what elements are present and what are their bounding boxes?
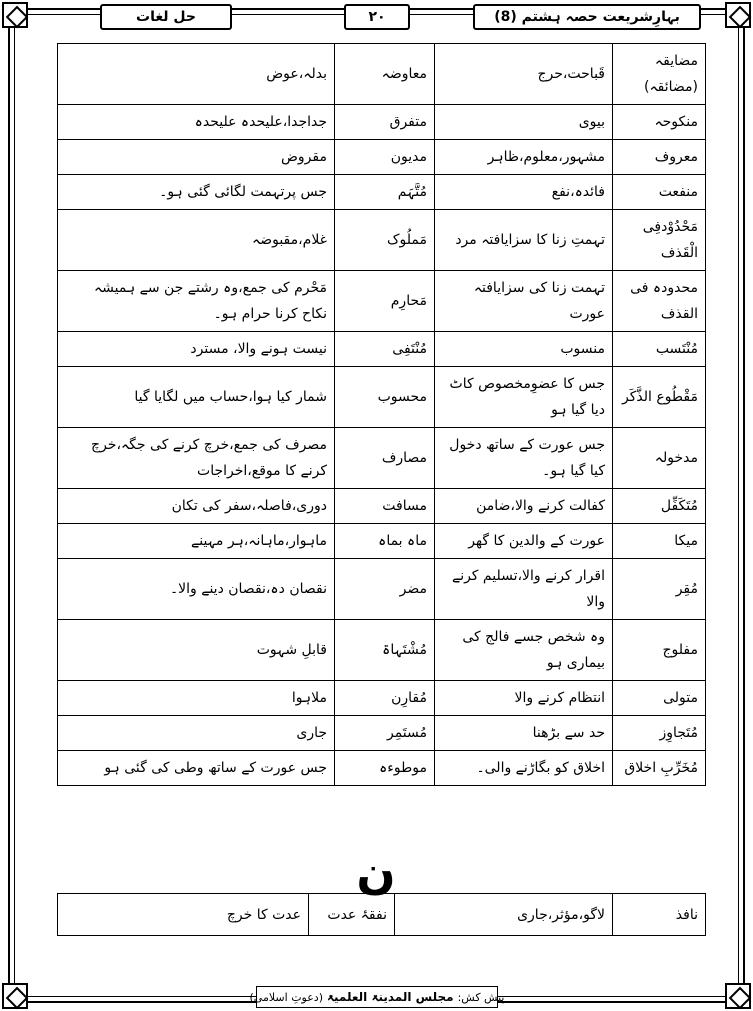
glossary-table-noon [57, 893, 706, 936]
glossary-word: مضایقہ (مضائقہ) [613, 44, 706, 105]
glossary-meaning: جداجدا،علیحدہ علیحدہ [58, 105, 335, 140]
footer-presented-by: پیش کش: [457, 990, 505, 1004]
glossary-word: مفلوج [613, 620, 706, 681]
table-row [58, 620, 706, 681]
footer-publisher: مجلس المدینۃ العلمیۃ [327, 990, 454, 1004]
glossary-meaning: جس پرتہمت لگائی گئی ہو۔ [58, 175, 335, 210]
glossary-meaning: نقصان دہ،نقصان دینے والا۔ [58, 559, 335, 620]
glossary-word: مسافت [335, 489, 435, 524]
glossary-meaning: بدلہ،عوض [58, 44, 335, 105]
glossary-word: مَملُوک [335, 210, 435, 271]
table-row [58, 140, 706, 175]
glossary-word: متولی [613, 681, 706, 716]
glossary-meaning: قَباحت،حرج [435, 44, 613, 105]
glossary-word: محسوب [335, 367, 435, 428]
table-row [58, 105, 706, 140]
glossary-word: مَقْطُوع الذَّکَر [613, 367, 706, 428]
glossary-word: مُتَجاوِز [613, 716, 706, 751]
glossary-word: مُقِر [613, 559, 706, 620]
table-row [58, 332, 706, 367]
glossary-meaning: فائدہ،نفع [435, 175, 613, 210]
corner-ornament-icon [725, 983, 751, 1009]
glossary-word: مدیون [335, 140, 435, 175]
glossary-word: مُنْتَفِی [335, 332, 435, 367]
corner-ornament-icon [2, 983, 28, 1009]
table-row [58, 751, 706, 786]
table-row [58, 681, 706, 716]
glossary-meaning: مقروض [58, 140, 335, 175]
table-row [58, 716, 706, 751]
glossary-table [57, 43, 706, 786]
glossary-meaning: کفالت کرنے والا،ضامن [435, 489, 613, 524]
table-row [58, 894, 706, 936]
glossary-word: ماہ بماہ [335, 524, 435, 559]
glossary-meaning: تہمتِ زنا کا سزایافتہ مرد [435, 210, 613, 271]
table-row [58, 428, 706, 489]
glossary-word: متفرق [335, 105, 435, 140]
glossary-meaning: لاگو،مؤثر،جاری [395, 894, 613, 936]
table-row [58, 489, 706, 524]
glossary-word: مَحارِم [335, 271, 435, 332]
glossary-word: معاوضہ [335, 44, 435, 105]
table-row [58, 175, 706, 210]
page-footer [249, 986, 505, 1008]
glossary-meaning: جس عورت کے ساتھ وطی کی گئی ہو [58, 751, 335, 786]
glossary-meaning: اخلاق کو بگاڑنے والی۔ [435, 751, 613, 786]
glossary-word: موطوءہ [335, 751, 435, 786]
glossary-word: مُخَرِّبِ اخلاق [613, 751, 706, 786]
glossary-meaning: حد سے بڑھنا [435, 716, 613, 751]
section-letter: ن [356, 845, 396, 899]
glossary-meaning: شمار کیا ہوا،حساب میں لگایا گیا [58, 367, 335, 428]
glossary-meaning: انتظام کرنے والا [435, 681, 613, 716]
glossary-word: نفقۂ عدت [309, 894, 395, 936]
glossary-word: مضر [335, 559, 435, 620]
page-header [0, 4, 753, 30]
glossary-word: منکوحہ [613, 105, 706, 140]
table-row [58, 44, 706, 105]
glossary-meaning: جاری [58, 716, 335, 751]
table-row [58, 271, 706, 332]
glossary-meaning: اقرار کرنے والا،تسلیم کرنے والا [435, 559, 613, 620]
glossary-meaning: جس عورت کے ساتھ دخول کیا گیا ہو۔ [435, 428, 613, 489]
table-row [58, 367, 706, 428]
glossary-word: معروف [613, 140, 706, 175]
glossary-word: میکا [613, 524, 706, 559]
glossary-meaning: نیست ہونے والا، مسترد [58, 332, 335, 367]
glossary-meaning: مصرف کی جمع،خرچ کرنے کی جگہ،خرچ کرنے کا موقع،اخراجات [58, 428, 335, 489]
glossary-meaning: مشہور،معلوم،ظاہر [435, 140, 613, 175]
glossary-body [58, 44, 706, 786]
glossary-meaning: عورت کے والدین کا گھر [435, 524, 613, 559]
glossary-meaning: منسوب [435, 332, 613, 367]
glossary-meaning: عدت کا خرچ [58, 894, 309, 936]
table-row [58, 210, 706, 271]
glossary-word: مُتَّہَم [335, 175, 435, 210]
glossary-body-noon [58, 894, 706, 936]
glossary-meaning: جس کا عضوِمخصوص کاٹ دیا گیا ہو [435, 367, 613, 428]
glossary-word: مُشْتَہاۃ [335, 620, 435, 681]
book-title: بہارِشریعت حصہ ہشتم (8) [473, 4, 701, 30]
glossary-word: مُقارِن [335, 681, 435, 716]
glossary-word: محدودہ فی القذف [613, 271, 706, 332]
glossary-meaning: وہ شخص جسے فالج کی بیماری ہو [435, 620, 613, 681]
glossary-word: منفعت [613, 175, 706, 210]
table-row [58, 524, 706, 559]
section-title: حل لغات [100, 4, 232, 30]
glossary-word: مُتَکَفِّل [613, 489, 706, 524]
page-number: ۲۰ [344, 4, 410, 30]
glossary-word: مُستَمِر [335, 716, 435, 751]
glossary-word: مُنْتَسب [613, 332, 706, 367]
glossary-meaning: قابلِ شہوت [58, 620, 335, 681]
glossary-meaning: مَحْرم کی جمع،وہ رشتے جن سے ہمیشہ نکاح کرنا حرام ہو۔ [58, 271, 335, 332]
glossary-word: مَحْدُوْدفِی الْقَذف [613, 210, 706, 271]
glossary-meaning: ملاہوا [58, 681, 335, 716]
glossary-word: نافذ [613, 894, 706, 936]
glossary-meaning: تہمت زنا کی سزایافتہ عورت [435, 271, 613, 332]
table-row [58, 559, 706, 620]
glossary-meaning: دوری،فاصلہ،سفر کی تکان [58, 489, 335, 524]
glossary-meaning: غلام،مقبوضہ [58, 210, 335, 271]
footer-organization: (دعوتِ اسلامی) [249, 990, 323, 1004]
glossary-meaning: ماہوار،ماہانہ،ہر مہینے [58, 524, 335, 559]
glossary-meaning: بیوی [435, 105, 613, 140]
glossary-word: مدخولہ [613, 428, 706, 489]
glossary-word: مصارف [335, 428, 435, 489]
